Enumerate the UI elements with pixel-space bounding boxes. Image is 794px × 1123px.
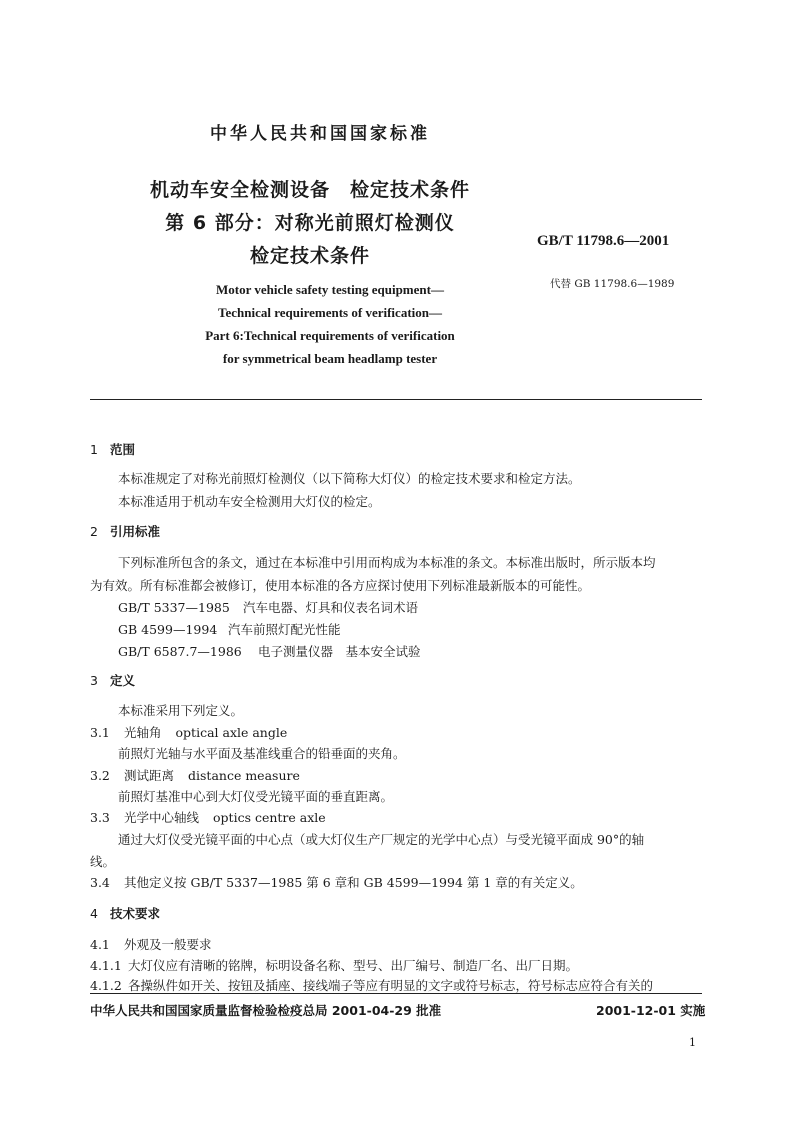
replaces-note: 代替 GB 11798.6—1989: [550, 278, 675, 290]
section-title: 定义: [110, 673, 136, 688]
section-number: 3: [90, 673, 98, 688]
section-2-heading: [90, 522, 160, 540]
reference-title: 汽车前照灯配光性能: [228, 622, 341, 637]
definition-text: 通过大灯仪受光镜平面的中心点（或大灯仪生产厂规定的光学中心点）与受光镜平面成 90°的轴: [118, 832, 645, 847]
chinese-title-line-3: 检定技术条件: [249, 245, 370, 267]
clause-number: 4.1.2: [90, 978, 122, 993]
section-3-heading: [90, 671, 135, 689]
clause-text: 各操纵件如开关、按钮及插座、接线端子等应有明显的文字或符号标志，符号标志应符合有关的: [128, 978, 654, 993]
clause-number: 4.1.1: [90, 958, 122, 973]
clause-4-1-2: [90, 976, 653, 994]
paragraph: 为有效。所有标准都会被修订，使用本标准的各方应探讨使用下列标准最新版本的可能性。: [90, 578, 591, 593]
definition-text: 前照灯光轴与水平面及基准线重合的铅垂面的夹角。: [118, 746, 406, 761]
section-title: 引用标准: [110, 524, 161, 539]
paragraph: 本标准采用下列定义。: [118, 703, 244, 718]
term-english: optical axle angle: [175, 725, 288, 740]
clause-number: 4.1: [90, 937, 110, 952]
definition-3-3-term: [90, 808, 326, 826]
chinese-title-line-2: 第 6 部分：对称光前照灯检测仪: [165, 212, 455, 234]
definition-text: 前照灯基准中心到大灯仪受光镜平面的垂直距离。: [118, 789, 394, 804]
clause-number: 3.1: [90, 725, 110, 740]
clause-number: 3.4: [90, 875, 110, 890]
clause-text: 其他定义按 GB/T 5337—1985 第 6 章和 GB 4599—1994 第 1 章的有关定义。: [124, 875, 583, 890]
reference-title: 汽车电器、灯具和仪表名词术语: [243, 600, 419, 615]
reference-code: GB/T 6587.7—1986: [118, 644, 242, 659]
approval-line: 中华人民共和国国家质量监督检验检疫总局 2001-04-29 批准: [90, 1003, 442, 1018]
english-title-line: for symmetrical beam headlamp tester: [222, 351, 438, 366]
section-number: 1: [90, 442, 98, 457]
term: 光学中心轴线: [124, 810, 200, 825]
footer-divider: [90, 993, 702, 994]
section-number: 4: [90, 906, 98, 921]
header-divider: [90, 399, 702, 400]
clause-text: 外观及一般要求: [124, 937, 212, 952]
definition-3-2-term: [90, 766, 300, 784]
section-title: 技术要求: [110, 906, 161, 921]
reference-item: [118, 620, 341, 638]
definition-text: 线。: [90, 854, 116, 869]
standard-number: GB/T 11798.6—2001: [537, 233, 670, 249]
clause-4-1-1: [90, 956, 578, 974]
reference-item: [118, 598, 418, 616]
clause-number: 3.3: [90, 810, 110, 825]
term: 光轴角: [124, 725, 162, 740]
reference-item: [118, 642, 421, 660]
term: 测试距离: [124, 768, 175, 783]
definition-3-4: [90, 873, 583, 891]
paragraph: 本标准规定了对称光前照灯检测仪（以下简称大灯仪）的检定技术要求和检定方法。: [118, 471, 581, 486]
reference-code: GB 4599—1994: [118, 622, 218, 637]
term-english: optics centre axle: [213, 810, 326, 825]
reference-title: 电子测量仪器 基本安全试验: [258, 644, 421, 659]
chinese-title-line-1: 机动车安全检测设备 检定技术条件: [149, 179, 470, 201]
english-title-line: Technical requirements of verification—: [218, 305, 442, 320]
reference-code: GB/T 5337—1985: [118, 600, 230, 615]
section-number: 2: [90, 524, 98, 539]
clause-number: 3.2: [90, 768, 110, 783]
implementation-date: 2001-12-01 实施: [596, 1003, 706, 1018]
national-standard-title: 中华人民共和国国家标准: [210, 124, 430, 144]
paragraph: 本标准适用于机动车安全检测用大灯仪的检定。: [118, 494, 381, 509]
section-4-heading: [90, 904, 160, 922]
definition-3-1-term: [90, 723, 287, 741]
section-1-heading: [90, 440, 135, 458]
page-number: 1: [689, 1036, 696, 1049]
term-english: distance measure: [188, 768, 300, 783]
clause-4-1: [90, 935, 212, 953]
english-title-line: Motor vehicle safety testing equipment—: [216, 282, 444, 297]
section-title: 范围: [110, 442, 136, 457]
english-title-line: Part 6:Technical requirements of verification: [205, 328, 455, 343]
clause-text: 大灯仪应有清晰的铭牌，标明设备名称、型号、出厂编号、制造厂名、出厂日期。: [128, 958, 579, 973]
paragraph: 下列标准所包含的条文，通过在本标准中引用而构成为本标准的条文。本标准出版时，所示版本均: [118, 555, 656, 570]
